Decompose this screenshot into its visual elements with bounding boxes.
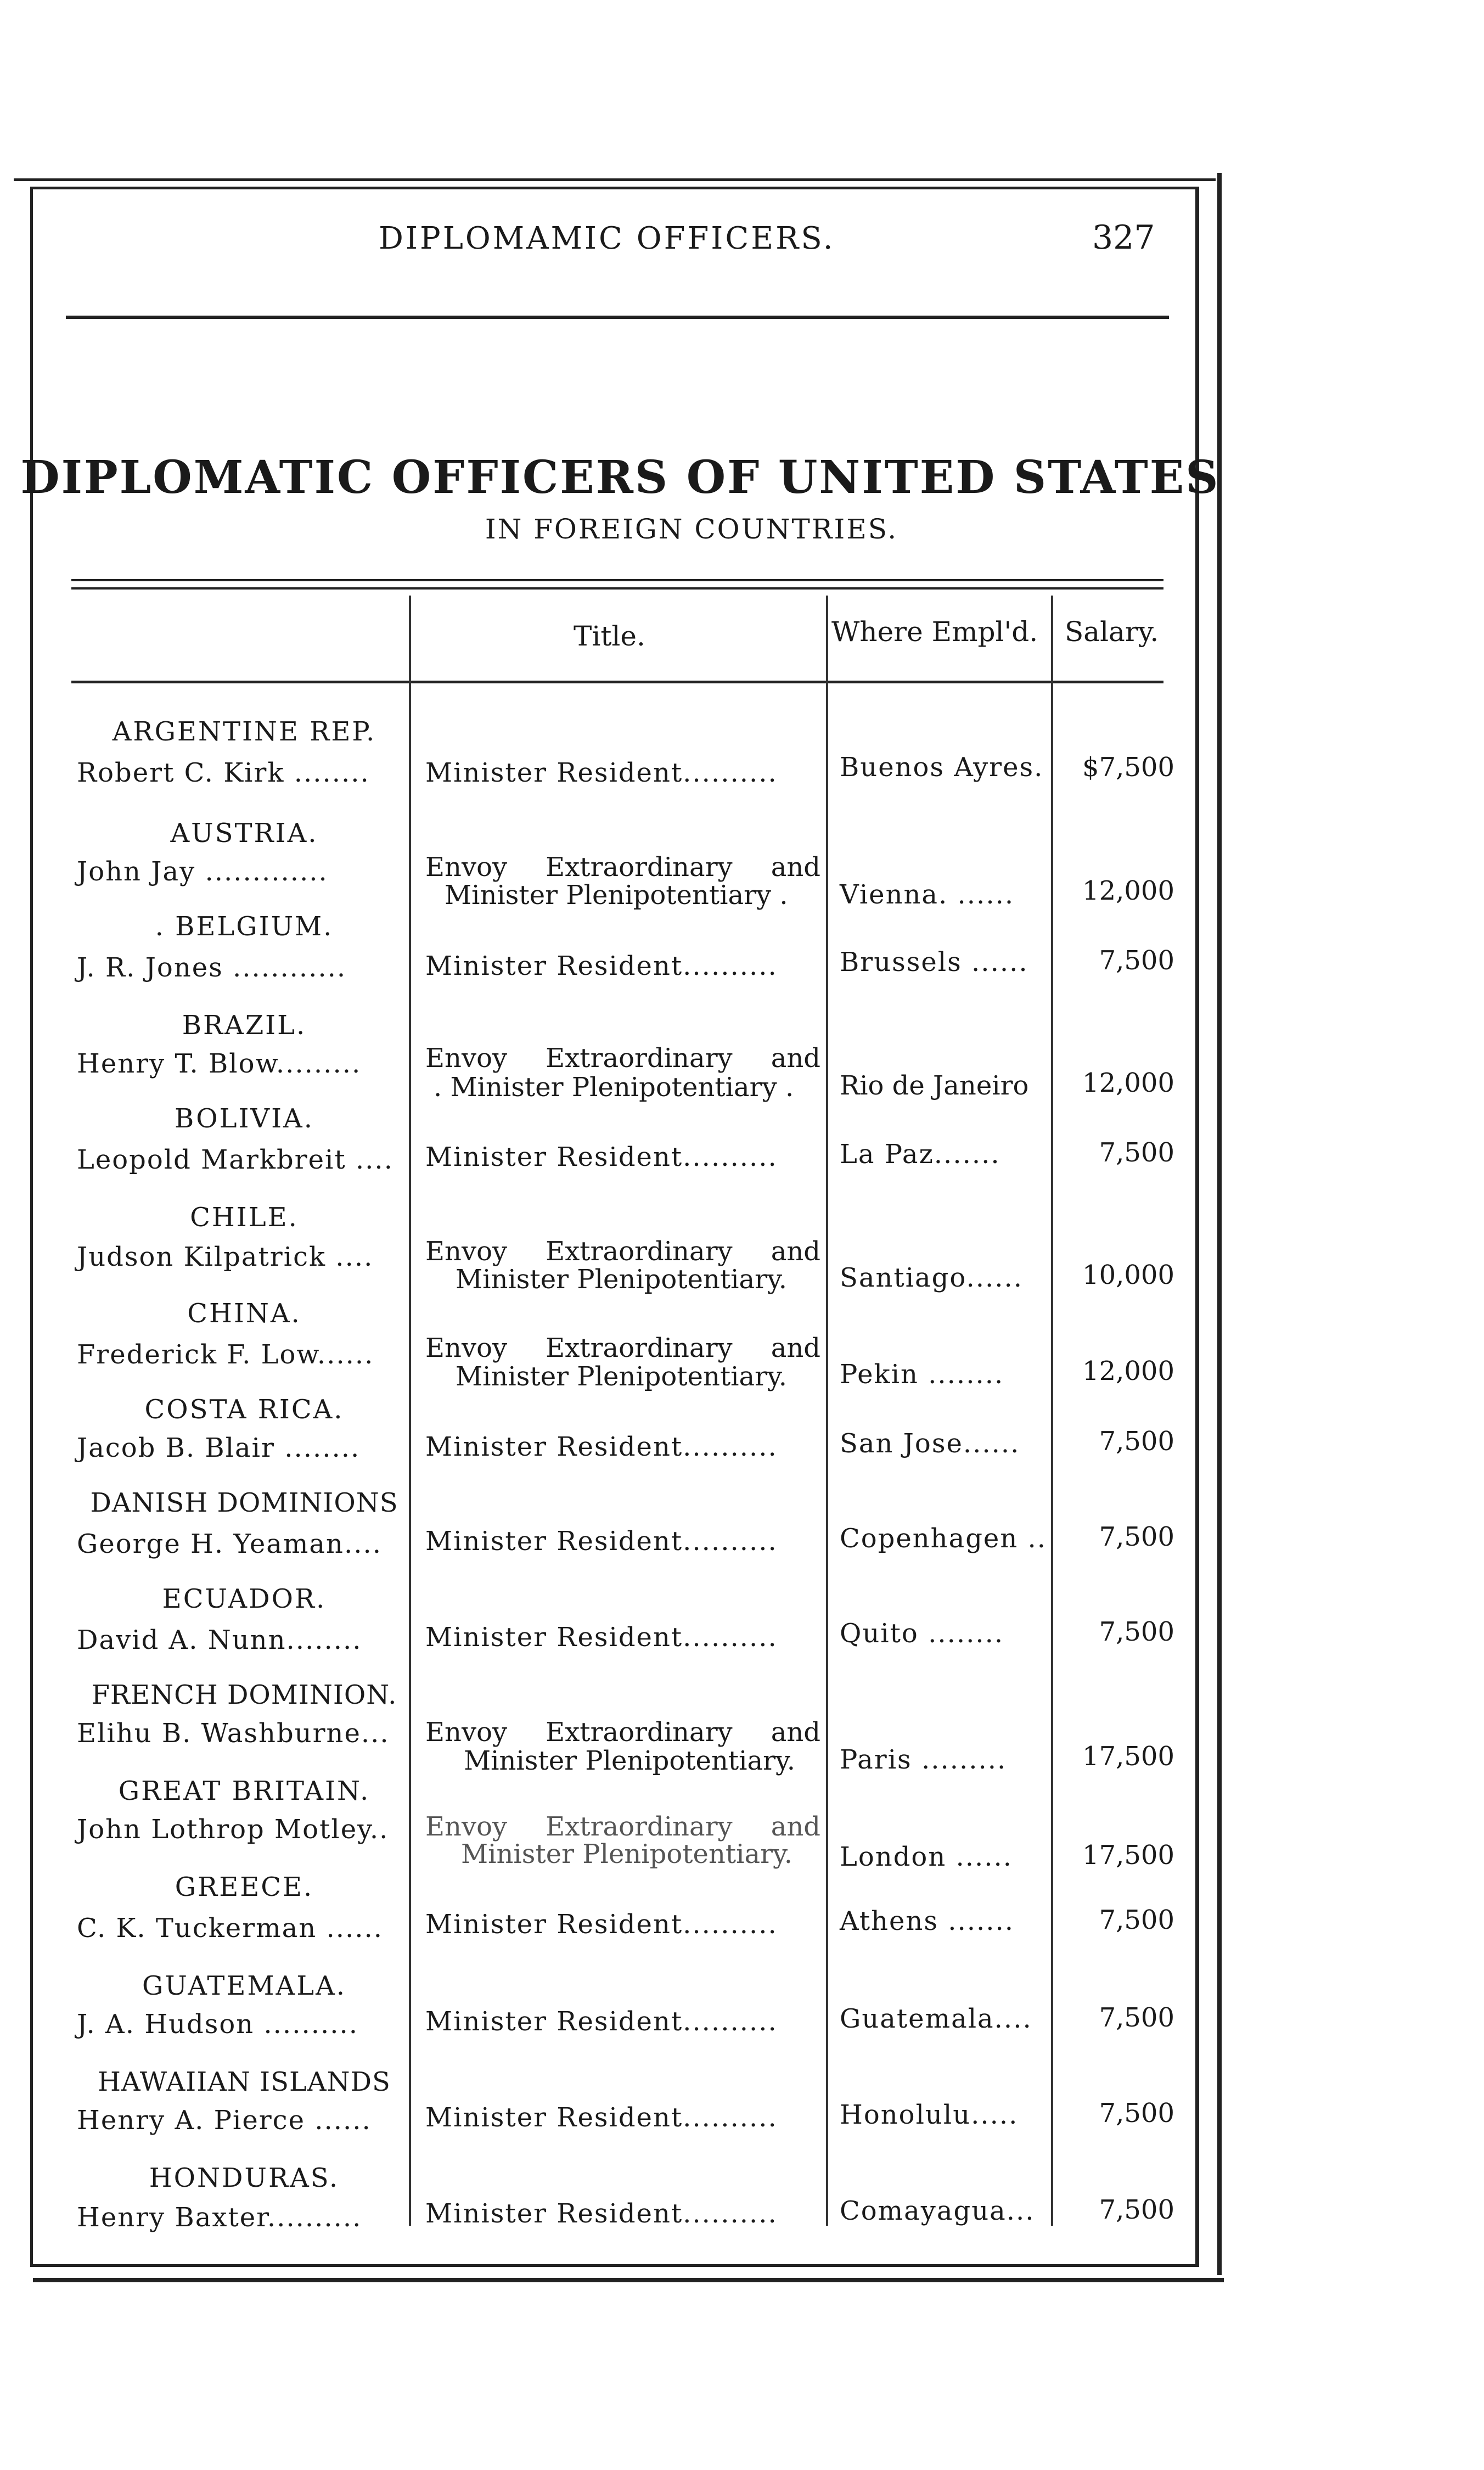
officer-title-line-2: Minister Plenipotentiary. [456, 1264, 788, 1295]
salary-amount: 7,500 [1099, 1426, 1174, 1457]
post-location: Rio de Janeiro [840, 1070, 1029, 1101]
officer-name: J. R. Jones ............ [77, 952, 347, 983]
post-location: London ...... [840, 1842, 1013, 1872]
page-number: 327 [1092, 218, 1155, 257]
officer-title-line-1: Envoy Extraordinary and [425, 1717, 820, 1748]
post-location: Copenhagen .. [840, 1523, 1047, 1554]
salary-amount: 7,500 [1099, 2098, 1174, 2129]
running-title: DIPLOMAMIC OFFICERS. [379, 221, 835, 256]
post-location: Quito ........ [840, 1618, 1004, 1649]
post-location: La Paz....... [840, 1139, 1000, 1170]
post-location: Brussels ...... [840, 947, 1028, 978]
salary-amount: 12,000 [1082, 875, 1174, 906]
salary-amount: $7,500 [1082, 752, 1174, 783]
country-heading: GREECE. [175, 1872, 314, 1902]
table-header-bottom-rule [71, 681, 1163, 683]
country-heading: COSTA RICA. [144, 1394, 344, 1425]
salary-amount: 17,500 [1082, 1741, 1174, 1772]
country-heading: BOLIVIA. [175, 1103, 314, 1134]
table-top-rule-1 [71, 579, 1163, 581]
officer-title-line-2: Minister Plenipotentiary. [464, 1745, 796, 1776]
officer-title: Minister Resident.......... [425, 1622, 778, 1653]
officer-title-line-1: Envoy Extraordinary and [425, 1236, 820, 1267]
officer-title: Minister Resident.......... [425, 2102, 778, 2133]
column-divider-2 [826, 596, 828, 2226]
country-heading: HAWAIIAN ISLANDS [98, 2067, 391, 2097]
salary-amount: 7,500 [1099, 1616, 1174, 1647]
country-heading: CHILE. [190, 1202, 299, 1233]
officer-title-line-2: Minister Plenipotentiary. [456, 1361, 788, 1392]
salary-amount: 7,500 [1099, 945, 1174, 976]
officer-title-line-1: Envoy Extraordinary and [425, 852, 820, 883]
country-heading: GUATEMALA. [142, 1971, 347, 2001]
salary-amount: 7,500 [1099, 1522, 1174, 1552]
country-heading: AUSTRIA. [170, 818, 318, 849]
officer-title: Minister Resident.......... [425, 2006, 778, 2037]
country-heading: DANISH DOMINIONS [90, 1487, 398, 1518]
salary-amount: 12,000 [1082, 1068, 1174, 1098]
post-location: Buenos Ayres. [840, 752, 1044, 783]
salary-amount: 17,500 [1082, 1840, 1174, 1871]
officer-title-line-1: Envoy Extraordinary and [425, 1333, 820, 1363]
column-header-where: Where Empl'd. [831, 616, 1038, 648]
post-location: Athens ....... [840, 1906, 1015, 1936]
post-location: Paris ......... [840, 1744, 1007, 1775]
table-top-rule-2 [71, 587, 1163, 590]
salary-amount: 12,000 [1082, 1356, 1174, 1386]
salary-amount: 7,500 [1099, 2194, 1174, 2225]
country-heading: ECUADOR. [162, 1584, 327, 1614]
country-heading: FRENCH DOMINION. [91, 1680, 397, 1710]
officer-title: Minister Resident.......... [425, 1526, 778, 1557]
officer-title: Minister Resident.......... [425, 1909, 778, 1940]
frame-top-rule [14, 178, 1216, 181]
column-header-title: Title. [574, 620, 645, 652]
officer-name: Frederick F. Low...... [77, 1339, 374, 1370]
post-location: Vienna. ...... [840, 879, 1015, 910]
country-heading: BRAZIL. [182, 1010, 307, 1041]
post-location: Comayagua... [840, 2196, 1035, 2226]
country-heading: HONDURAS. [149, 2163, 340, 2193]
country-heading: . BELGIUM. [155, 911, 334, 942]
column-divider-3 [1051, 596, 1053, 2226]
post-location: San Jose...... [840, 1428, 1020, 1459]
frame-bottom-rule [33, 2278, 1224, 2282]
salary-amount: 10,000 [1082, 1260, 1174, 1290]
officer-name: J. A. Hudson .......... [77, 2009, 358, 2040]
officer-name: Robert C. Kirk ........ [77, 757, 370, 788]
officer-title: Minister Resident.......... [425, 1142, 778, 1172]
officer-title-line-2: Minister Plenipotentiary . [445, 880, 788, 911]
sub-title: IN FOREIGN COUNTRIES. [485, 513, 898, 545]
officer-name: Henry A. Pierce ...... [77, 2105, 372, 2136]
officer-name: C. K. Tuckerman ...... [77, 1913, 384, 1944]
officer-name: Jacob B. Blair ........ [77, 1433, 361, 1463]
country-heading: CHINA. [187, 1298, 301, 1329]
officer-title-line-2: . Minister Plenipotentiary . [434, 1072, 794, 1103]
salary-amount: 7,500 [1099, 1905, 1174, 1935]
officer-name: Elihu B. Washburne... [77, 1718, 390, 1749]
column-header-salary: Salary. [1065, 616, 1159, 648]
officer-title-line-1: Envoy Extraordinary and [425, 1811, 820, 1842]
country-heading: GREAT BRITAIN. [118, 1776, 370, 1806]
officer-name: Judson Kilpatrick .... [77, 1242, 374, 1272]
post-location: Santiago...... [840, 1262, 1023, 1293]
officer-title: Minister Resident.......... [425, 1432, 778, 1462]
officer-name: John Jay ............. [77, 856, 328, 887]
officer-title-line-2: Minister Plenipotentiary. [461, 1839, 793, 1870]
officer-name: Henry Baxter.......... [77, 2202, 362, 2233]
country-heading: ARGENTINE REP. [112, 716, 376, 747]
post-location: Pekin ........ [840, 1359, 1004, 1390]
post-location: Honolulu..... [840, 2100, 1019, 2130]
header-rule [66, 316, 1169, 319]
officer-name: Henry T. Blow......... [77, 1048, 362, 1079]
salary-amount: 7,500 [1099, 2002, 1174, 2033]
main-title: DIPLOMATIC OFFICERS OF UNITED STATES [20, 451, 1220, 504]
officer-title: Minister Resident.......... [425, 951, 778, 981]
salary-amount: 7,500 [1099, 1137, 1174, 1168]
officer-name: John Lothrop Motley.. [77, 1814, 389, 1845]
post-location: Guatemala.... [840, 2003, 1032, 2034]
officer-title: Minister Resident.......... [425, 2198, 778, 2229]
officer-name: Leopold Markbreit .... [77, 1144, 394, 1175]
officer-name: David A. Nunn........ [77, 1625, 362, 1655]
officer-title: Minister Resident.......... [425, 757, 778, 788]
officer-title-line-1: Envoy Extraordinary and [425, 1043, 820, 1074]
officer-name: George H. Yeaman.... [77, 1529, 382, 1559]
